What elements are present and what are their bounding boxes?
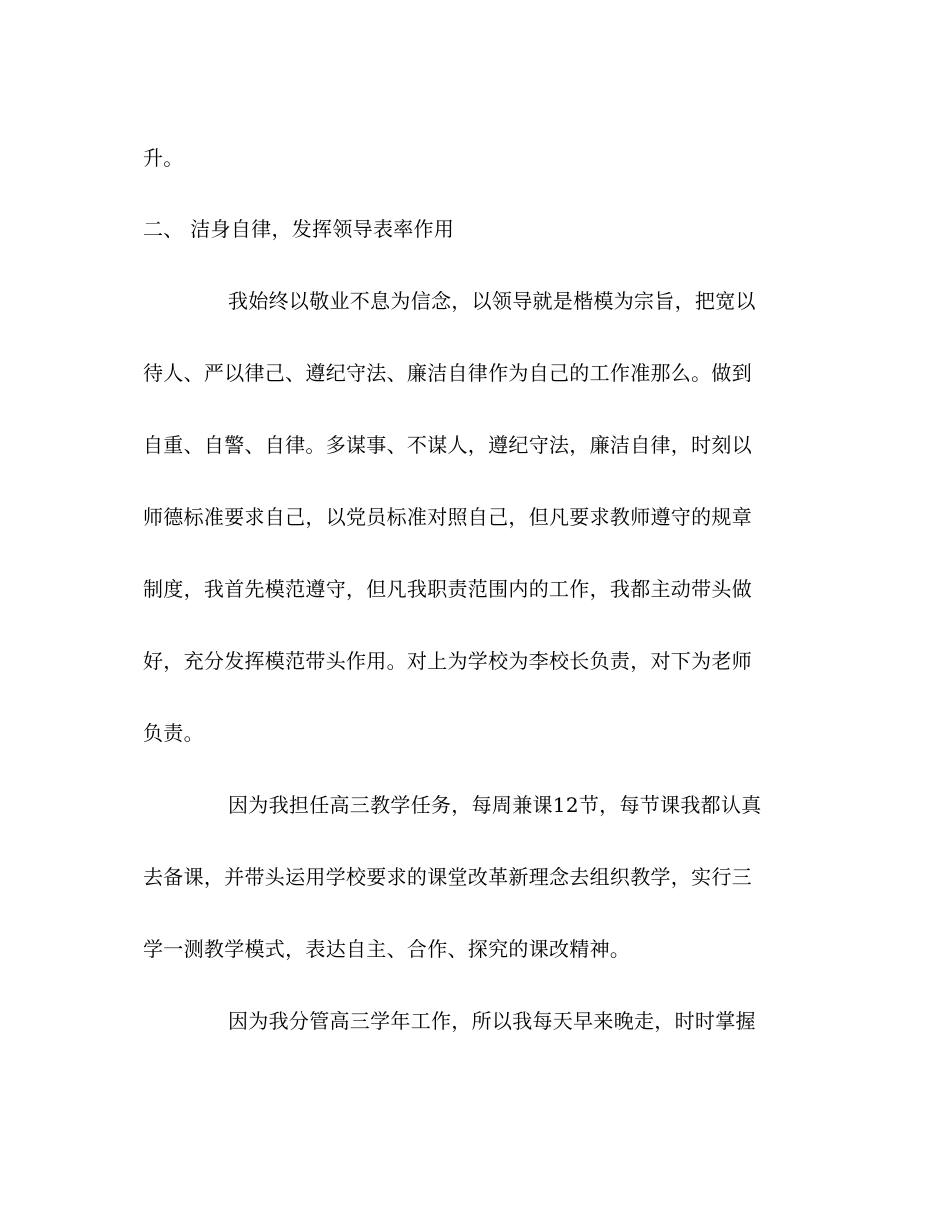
text-line: 升。 xyxy=(143,146,184,170)
paragraph-line: 负责。 xyxy=(143,721,204,745)
section-heading: 二、 洁身自律，发挥领导表率作用 xyxy=(143,217,455,241)
paragraph-line: 自重、自警、自律。多谋事、不谋人，遵纪守法，廉洁自律，时刻以 xyxy=(143,433,752,457)
paragraph-line: 待人、严以律己、遵纪守法、廉洁自律作为自己的工作准那么。做到 xyxy=(143,361,752,385)
paragraph-line: 师德标准要求自己，以党员标准对照自己，但凡要求教师遵守的规章 xyxy=(143,505,752,529)
paragraph-line: 制度，我首先模范遵守，但凡我职责范围内的工作，我都主动带头做 xyxy=(143,577,752,601)
paragraph-line: 因为我担任高三教学任务，每周兼课12节，每节课我都认真 xyxy=(228,793,762,817)
paragraph-line: 去备课，并带头运用学校要求的课堂改革新理念去组织教学，实行三 xyxy=(143,865,752,889)
paragraph-line: 好，充分发挥模范带头作用。对上为学校为李校长负责，对下为老师 xyxy=(143,649,752,673)
paragraph-line: 因为我分管高三学年工作，所以我每天早来晚走，时时掌握 xyxy=(228,1009,756,1033)
paragraph-line: 我始终以敬业不息为信念，以领导就是楷模为宗旨，把宽以 xyxy=(228,289,756,313)
paragraph-line: 学一测教学模式，表达自主、合作、探究的课改精神。 xyxy=(143,937,631,961)
